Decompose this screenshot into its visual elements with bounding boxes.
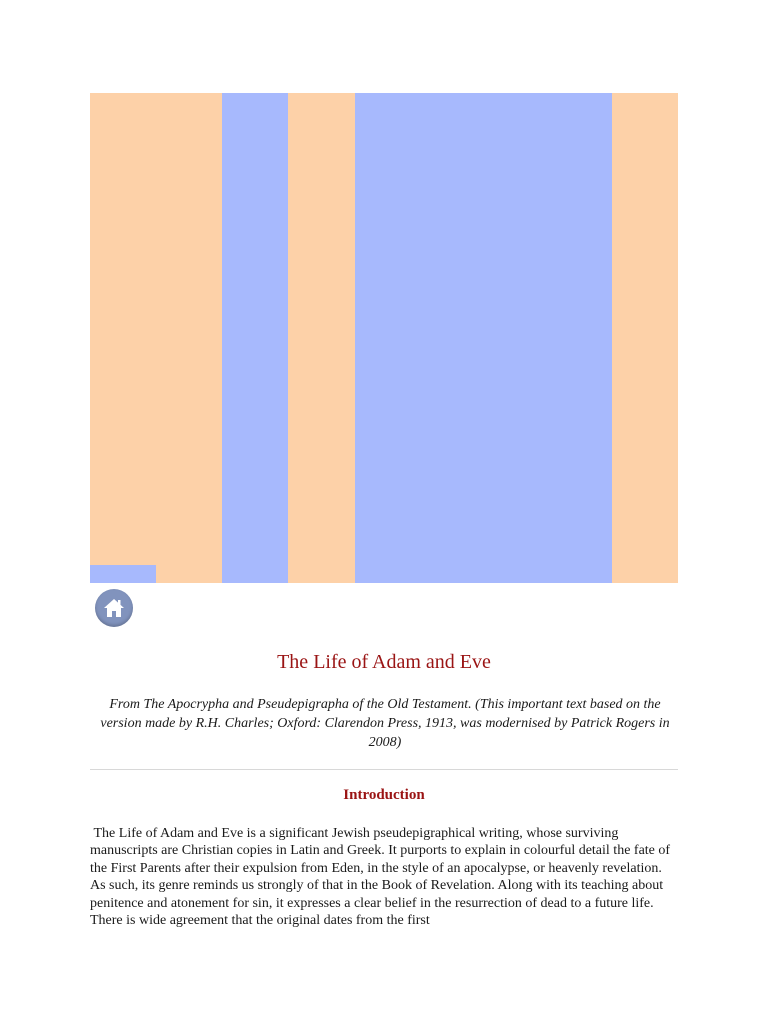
source-note: From The Apocrypha and Pseudepigrapha of the Old Testament. (This important text based on the version made by R.H. Charles; Oxford: Clarendon Press, 1913, was modernised by Patrick Rogers in 2008) (100, 697, 670, 750)
page-title: The Life of Adam and Eve (277, 651, 491, 673)
home-button[interactable] (95, 589, 133, 627)
intro-paragraph: The Life of Adam and Eve is a significant Jewish pseudepigraphical writing, whose surviving manuscripts are Christian copies in Latin and Greek. It purports to explain in colourful detail the fate of the First Parents after their expulsion from Eden, in the style of an apocalypse, or heavenly revelation. As such, its genre reminds us strongly of that in the Book of Revelation. Along with its teaching about penitence and atonement for sin, it expresses a clear belief in the resurrection of dead to a future life. There is wide agreement that the original dates from the first (90, 826, 671, 929)
divider (90, 769, 678, 770)
banner-blue-column (222, 93, 288, 583)
banner-blue-column (355, 93, 612, 583)
section-heading-introduction: Introduction (343, 787, 425, 803)
home-icon (103, 598, 125, 618)
banner-blue-block (90, 565, 156, 583)
header-banner-image (90, 93, 678, 583)
